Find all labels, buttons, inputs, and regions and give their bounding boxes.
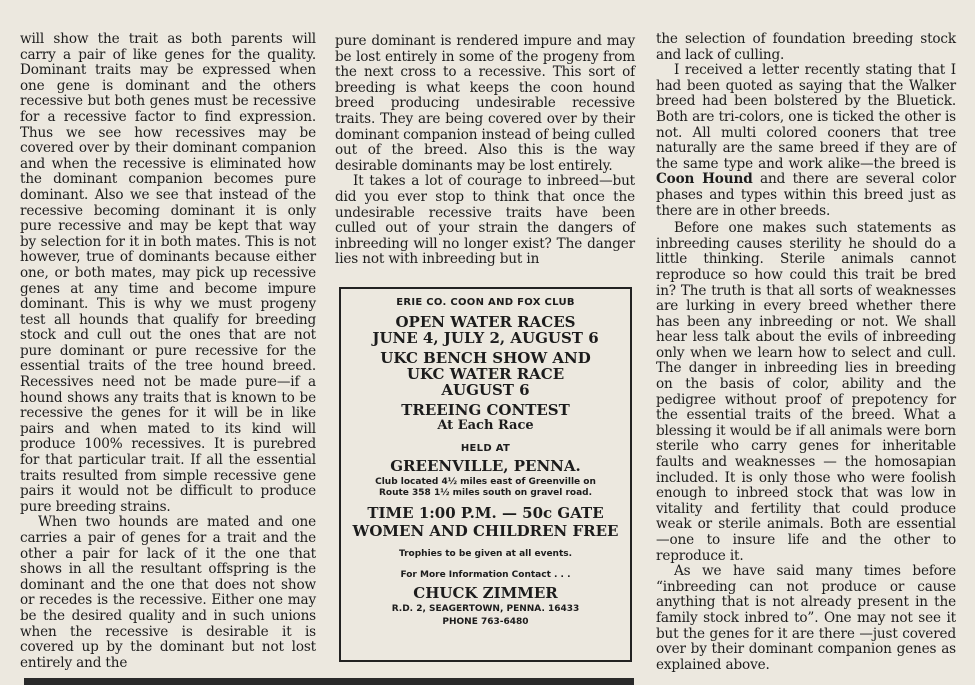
paragraph: pure dominant is rendered impure and may be lost entirely in some of the progeny from the next cross to a recessive. This sort of breeding is what keeps the coon hound breed producing undesirable recessive traits. They are being covered over by their dominant companion instead of being culled out of the breed. Also this is the way desirable dominants may be lost entirely. bbox=[335, 33, 636, 174]
ad-event-subtitle: At Each Race bbox=[437, 418, 534, 433]
text-column-1 bbox=[20, 32, 316, 671]
paragraph: It takes a lot of courage to inbreed—but did you ever stop to think that once the undesirable recessive traits have been culled out of your strain the dangers of inbreeding will no longer exist? The danger lies not with inbreeding but in bbox=[335, 173, 635, 268]
event-advertisement-box bbox=[339, 287, 632, 662]
bottom-rule bbox=[24, 678, 634, 685]
ad-contact-label: For More Information Contact . . . bbox=[400, 570, 571, 580]
paragraph-text: and there are several color phases and types within this breed just as there are in other breeds. bbox=[656, 171, 956, 219]
paragraph: When two hounds are mated and one carries a pair of genes for a trait and the other a pair for lack of it the one that shows in all the resultant offspring is the dominant and the one that does not show or recedes is the recessive. Either one may be the desired quality and in such unions when the recessive is desirable it is covered up by the dominant but not lost entirely and the bbox=[20, 514, 316, 671]
ad-directions: Route 358 1½ miles south on gravel road. bbox=[378, 488, 593, 498]
paragraph: Before one makes such statements as inbreeding causes sterility he should do a little thinking. Sterile animals cannot reproduce so how could this trait be bred in? The truth is that all sorts of weaknesses are lurking in every breed whether there has been any inbreeding or not. We shall hear less talk about the evils of inbreeding only when we learn how to select and cull. The danger in inbreeding lies in breeding on the basis of color, ability and the pedigree without proof of prepotency for the essential traits of the breed. What a blessing it would be if all animals were born sterile who carry genes for inheritable faults and weaknesses — the homosapian included. It is only those who were foolish enough to inbreed stock that was low in vitality and fertility that could produce weak or sterile animals. Both are essential—one to insure life and the other to reproduce it. bbox=[656, 220, 956, 564]
paragraph bbox=[656, 63, 956, 219]
ad-trophies: Trophies to be given at all events. bbox=[398, 549, 573, 559]
ad-time-gate: TIME 1:00 P.M. — 50c GATE bbox=[367, 504, 604, 522]
bold-breed-name: Coon Hound bbox=[656, 171, 753, 188]
ad-contact-name: CHUCK ZIMMER bbox=[413, 584, 558, 602]
paragraph-text: I received a letter recently stating that I had been quoted as saying that the Walker breed had been bolstered by the Bluetick. Both are tri-colors, one is ticked the other is not. All multi colored cooners that tree naturally are the same breed if they are of the same type and work alike—the breed is bbox=[656, 62, 956, 172]
text-column-3 bbox=[656, 32, 956, 673]
ad-phone: PHONE 763-6480 bbox=[442, 617, 529, 627]
ad-event-title: OPEN WATER RACES bbox=[395, 313, 576, 331]
ad-event-title: TREEING CONTEST bbox=[401, 401, 570, 419]
ad-admission: WOMEN AND CHILDREN FREE bbox=[352, 522, 619, 540]
ad-event-dates: AUGUST 6 bbox=[441, 381, 530, 399]
ad-event-title: UKC WATER RACE bbox=[406, 365, 565, 383]
ad-address: R.D. 2, SEAGERTOWN, PENNA. 16433 bbox=[391, 604, 580, 614]
ad-event-title: UKC BENCH SHOW AND bbox=[380, 349, 591, 367]
ad-directions: Club located 4½ miles east of Greenville on bbox=[375, 477, 596, 487]
ad-held-at: HELD AT bbox=[460, 443, 511, 454]
ad-club-name: ERIE CO. COON AND FOX CLUB bbox=[396, 297, 575, 308]
ad-event-dates: JUNE 4, JULY 2, AUGUST 6 bbox=[372, 329, 599, 347]
paragraph: the selection of foundation breeding stock and lack of culling. bbox=[656, 31, 956, 63]
text-column-2 bbox=[335, 34, 635, 268]
ad-location: GREENVILLE, PENNA. bbox=[390, 457, 581, 475]
paragraph: As we have said many times before “inbreeding can not produce or cause anything that is not already present in the family stock inbred to”. One may not see it but the genes for it are there —just covered over by their dominant companion genes as explained above. bbox=[656, 563, 956, 673]
paragraph: will show the trait as both parents will carry a pair of like genes for the quality. Dominant traits may be expressed when one gene is dominant and the others recessive but both genes must be recessive for a recessive factor to find expression. Thus we see how recessives may be covered over by their dominant companion and when the recessive is eliminated how the dominant companion becomes pure dominant. Also we see that instead of the recessive becoming dominant it is only pure recessive and may be kept that way by selection for it in both mates. This is not however, true of dominants because either one, or both mates, may pick up recessive genes at any time and become impure dominant. This is why we must progeny test all hounds that qualify for breeding stock and cull out the ones that are not pure dominant or pure recessive for the essential traits of the tree hound breed. Recessives need not be made pure—if a hound shows any traits that is known to be recessive the genes for it will be in like pairs and when mated to its kind will produce 100% recessives. It is purebred for that particular trait. If all the essential traits resulted from simple recessive gene pairs it would not be difficult to produce pure breeding strains. bbox=[20, 31, 316, 515]
